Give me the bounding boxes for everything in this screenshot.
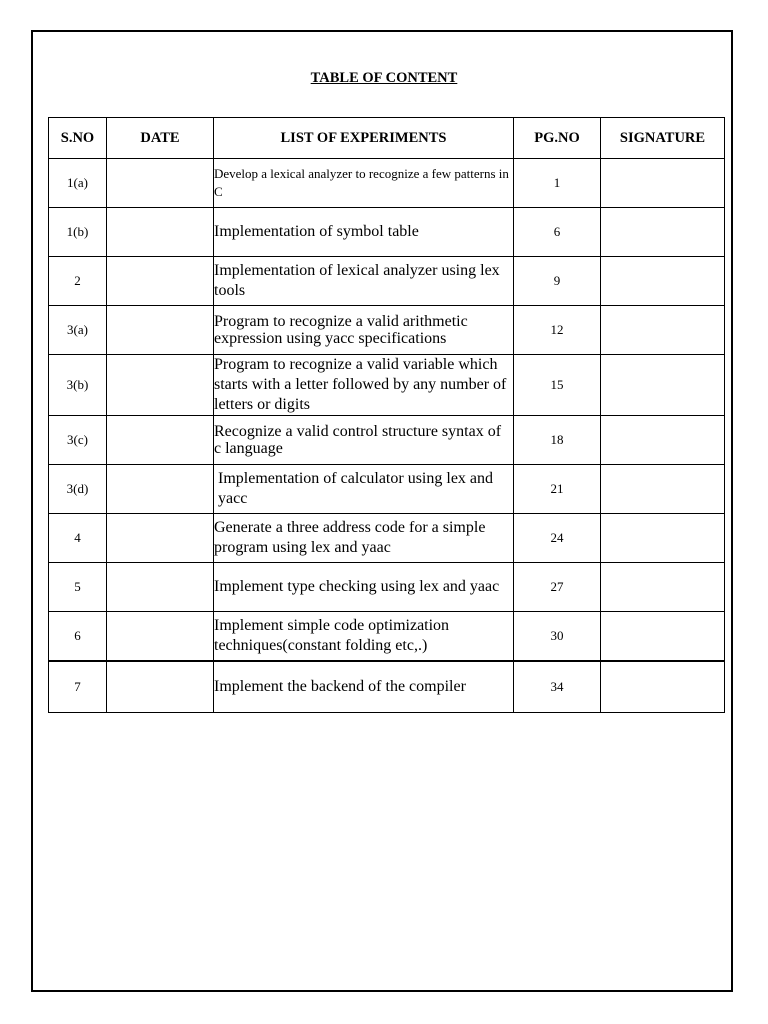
row-page: 1 bbox=[514, 159, 601, 208]
row-signature bbox=[601, 257, 725, 306]
row-sno: 4 bbox=[49, 514, 107, 563]
table-row bbox=[49, 306, 725, 355]
row-page: 21 bbox=[514, 465, 601, 514]
row-date bbox=[107, 563, 214, 612]
row-page: 15 bbox=[514, 355, 601, 416]
row-experiment: Implementation of lexical analyzer using lex tools bbox=[214, 257, 514, 306]
header-sno: S.NO bbox=[49, 118, 107, 159]
row-page: 24 bbox=[514, 514, 601, 563]
row-experiment: Program to recognize a valid arithmetic expression using yacc specifications bbox=[214, 306, 514, 355]
row-sno: 7 bbox=[49, 661, 107, 713]
row-page: 6 bbox=[514, 208, 601, 257]
row-experiment: Implement the backend of the compiler bbox=[214, 661, 514, 713]
row-sno: 2 bbox=[49, 257, 107, 306]
row-sno: 1(b) bbox=[49, 208, 107, 257]
row-signature bbox=[601, 563, 725, 612]
row-page: 12 bbox=[514, 306, 601, 355]
row-signature bbox=[601, 514, 725, 563]
table-row bbox=[49, 416, 725, 465]
table-row bbox=[49, 465, 725, 514]
table-of-contents bbox=[48, 117, 725, 713]
row-page: 30 bbox=[514, 612, 601, 661]
row-date bbox=[107, 159, 214, 208]
row-sno: 5 bbox=[49, 563, 107, 612]
header-signature: SIGNATURE bbox=[601, 118, 725, 159]
table-header-row bbox=[49, 118, 725, 159]
row-experiment: Implementation of symbol table bbox=[214, 208, 514, 257]
row-date bbox=[107, 465, 214, 514]
table-row bbox=[49, 514, 725, 563]
row-experiment: Implement simple code optimization techniques(constant folding etc,.) bbox=[214, 612, 514, 661]
row-page: 18 bbox=[514, 416, 601, 465]
header-experiments: LIST OF EXPERIMENTS bbox=[214, 118, 514, 159]
row-signature bbox=[601, 661, 725, 713]
row-experiment: Implement type checking using lex and yaac bbox=[214, 563, 514, 612]
row-signature bbox=[601, 208, 725, 257]
header-pgno: PG.NO bbox=[514, 118, 601, 159]
table-row bbox=[49, 661, 725, 713]
row-date bbox=[107, 612, 214, 661]
page-title: TABLE OF CONTENT bbox=[310, 70, 458, 86]
table-row bbox=[49, 208, 725, 257]
row-date bbox=[107, 514, 214, 563]
row-experiment: Generate a three address code for a simple program using lex and yaac bbox=[214, 514, 514, 563]
row-signature bbox=[601, 306, 725, 355]
header-date: DATE bbox=[107, 118, 214, 159]
row-experiment: Implementation of calculator using lex and yacc bbox=[214, 465, 514, 514]
row-signature bbox=[601, 416, 725, 465]
row-date bbox=[107, 416, 214, 465]
row-experiment: Program to recognize a valid variable which starts with a letter followed by any number of letters or digits bbox=[214, 355, 514, 416]
table-row bbox=[49, 355, 725, 416]
row-page: 9 bbox=[514, 257, 601, 306]
table-row bbox=[49, 257, 725, 306]
row-date bbox=[107, 355, 214, 416]
table-row bbox=[49, 612, 725, 661]
row-date bbox=[107, 208, 214, 257]
row-date bbox=[107, 661, 214, 713]
row-date bbox=[107, 257, 214, 306]
row-sno: 6 bbox=[49, 612, 107, 661]
row-page: 34 bbox=[514, 661, 601, 713]
row-sno: 3(c) bbox=[49, 416, 107, 465]
table-row bbox=[49, 159, 725, 208]
row-date bbox=[107, 306, 214, 355]
row-signature bbox=[601, 355, 725, 416]
row-experiment: Recognize a valid control structure syntax of c language bbox=[214, 416, 514, 465]
row-signature bbox=[601, 159, 725, 208]
table-row bbox=[49, 563, 725, 612]
row-signature bbox=[601, 465, 725, 514]
row-signature bbox=[601, 612, 725, 661]
row-sno: 3(a) bbox=[49, 306, 107, 355]
row-page: 27 bbox=[514, 563, 601, 612]
row-sno: 3(d) bbox=[49, 465, 107, 514]
row-experiment: Develop a lexical analyzer to recognize a few patterns in C bbox=[214, 159, 514, 208]
row-sno: 3(b) bbox=[49, 355, 107, 416]
row-sno: 1(a) bbox=[49, 159, 107, 208]
